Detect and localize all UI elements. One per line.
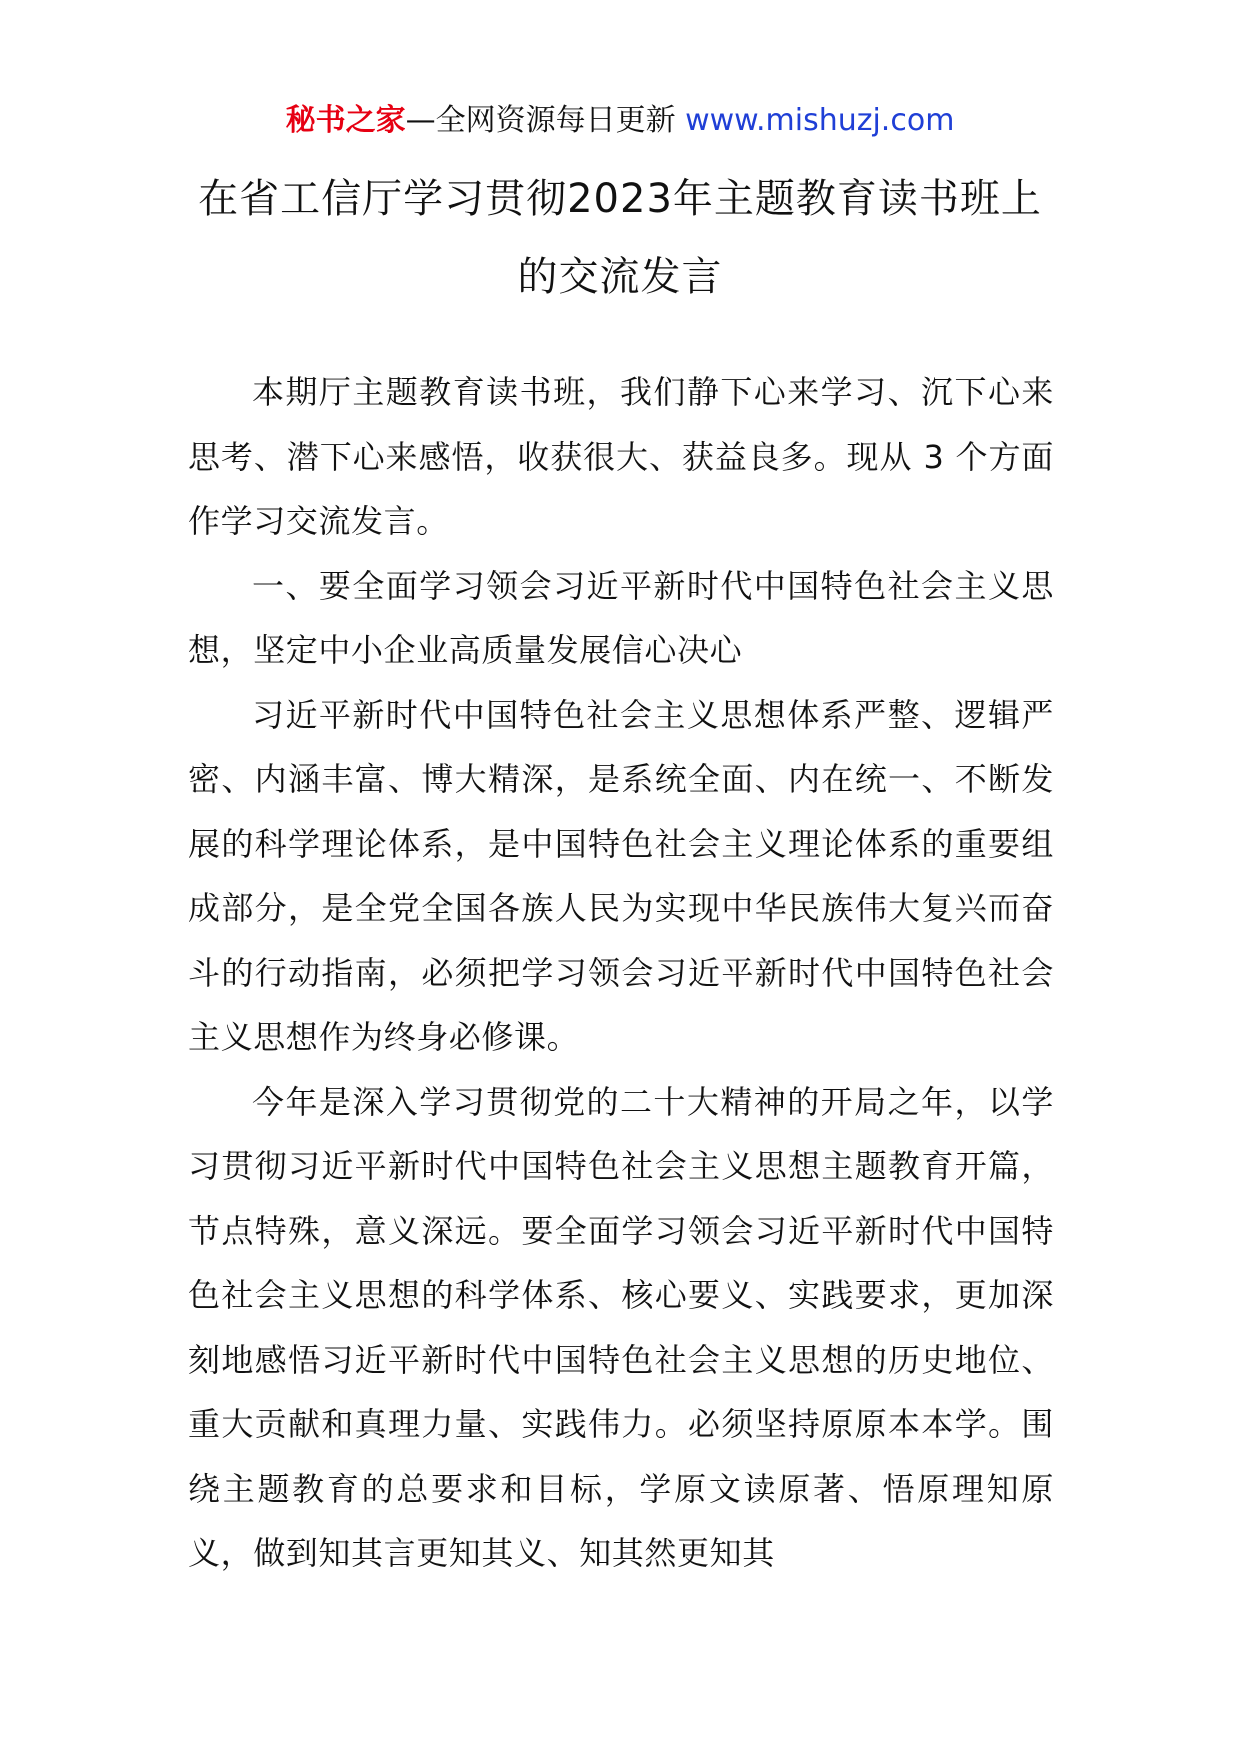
website-link[interactable]: www.mishuzj.com xyxy=(675,103,955,138)
document-body xyxy=(188,360,1054,1586)
section-heading-1: 一、要全面学习领会习近平新时代中国特色社会主义思想，坚定中小企业高质量发展信心决心 xyxy=(188,566,1054,669)
header-tagline: —全网资源每日更新 xyxy=(405,103,676,138)
body-paragraph: 今年是深入学习贯彻党的二十大精神的开局之年，以学习贯彻习近平新时代中国特色社会主义思想主题教育开篇，节点特殊，意义深远。要全面学习领会习近平新时代中国特色社会主义思想的科学体系、核心要义、实践要求，更加深刻地感悟习近平新时代中国特色社会主义思想的历史地位、重大贡献和真理力量、实践伟力。必须坚持原原本本学。围绕主题教育的总要求和目标，学原文读原著、悟原理知原义，做到知其言更知其义、知其然更知其 xyxy=(188,1082,1054,1572)
document-title: 在省工信厅学习贯彻2023年主题教育读书班上的交流发言 xyxy=(198,176,1042,300)
intro-paragraph: 本期厅主题教育读书班，我们静下心来学习、沉下心来思考、潜下心来感悟，收获很大、获益良多。现从 3 个方面作学习交流发言。 xyxy=(188,373,1054,540)
page-header xyxy=(0,100,1240,142)
brand-name: 秘书之家 xyxy=(285,103,406,138)
body-paragraph: 习近平新时代中国特色社会主义思想体系严整、逻辑严密、内涵丰富、博大精深，是系统全面、内在统一、不断发展的科学理论体系，是中国特色社会主义理论体系的重要组成部分，是全党全国各族人民为实现中华民族伟大复兴而奋斗的行动指南，必须把学习领会习近平新时代中国特色社会主义思想作为终身必修课。 xyxy=(188,695,1054,1056)
